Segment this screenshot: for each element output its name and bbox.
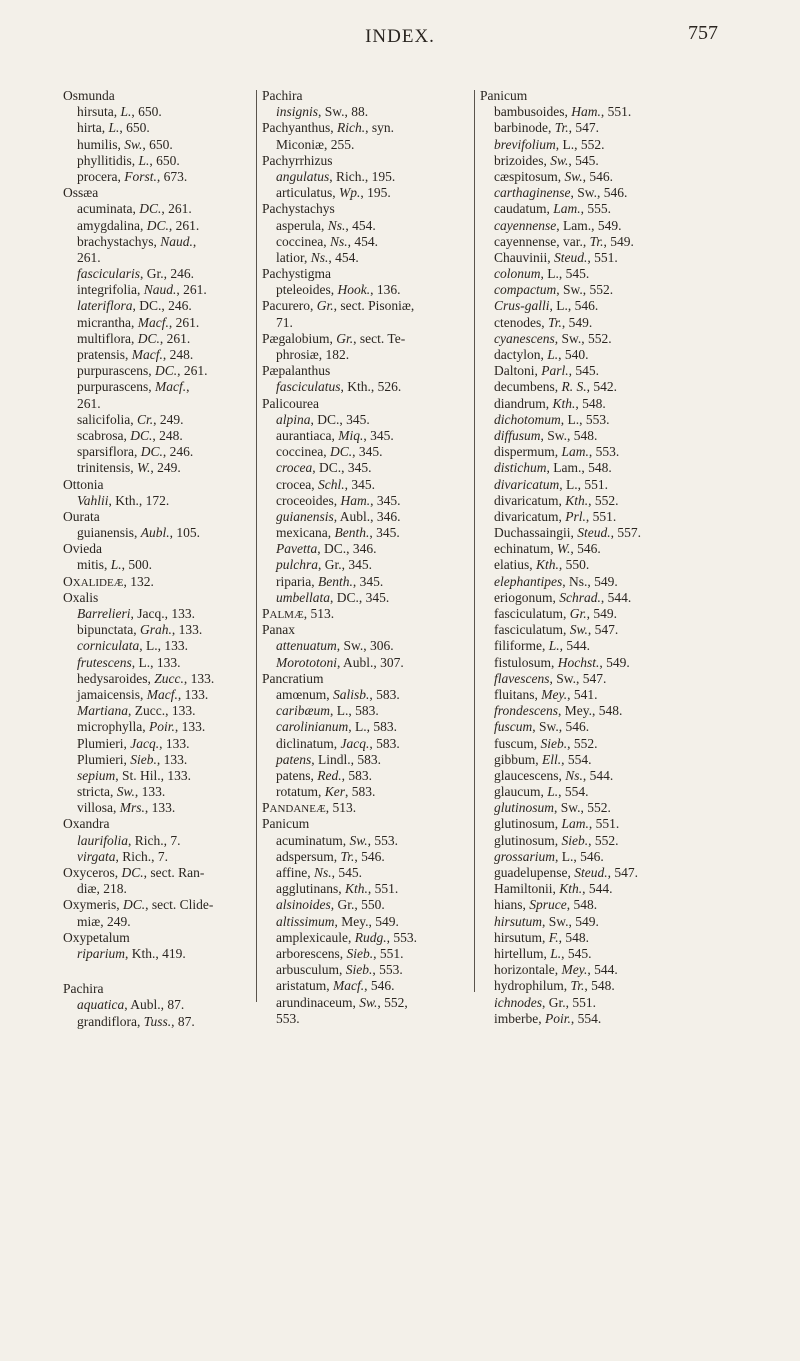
index-entry: crocea, DC., 345. [276,460,372,476]
index-heading: Oxandra [63,816,110,832]
index-entry: Crus-galli, L., 546. [494,298,599,314]
index-entry: multiflora, DC., 261. [77,330,191,346]
index-entry: mexicana, Benth., 345. [276,525,400,541]
index-heading: Ossæa [63,185,99,201]
index-entry: fasciculatum, Sw., 547. [494,622,619,638]
index-entry: fistulosum, Hochst., 549. [494,654,630,670]
index-entry: filiforme, L., 544. [494,638,590,654]
column-divider-right [474,90,475,992]
index-entry: elephantipes, Ns., 549. [494,573,618,589]
index-entry: brevifolium, L., 552. [494,136,605,152]
index-entry: imberbe, Poir., 554. [494,1010,602,1026]
index-entry: pulchra, Gr., 345. [276,557,372,573]
index-entry: Chauvinii, Steud., 551. [494,249,618,265]
index-heading: Pæpalanthus [262,363,331,379]
index-heading: Ourata [63,508,100,524]
index-entry: trinitensis, W., 249. [77,460,181,476]
index-entry: purpurascens, Macf., [77,379,190,395]
index-entry: umbellata, DC., 345. [276,589,390,605]
index-entry: fasciculatum, Gr., 549. [494,606,617,621]
index-entry: compactum, Sw., 552. [494,282,614,298]
index-entry: glaucum, L., 554. [494,784,589,800]
index-column-2 [262,88,468,1027]
index-entry: diffusum, Sw., 548. [494,427,598,443]
index-entry: amygdalina, DC., 261. [77,217,200,233]
index-entry: glaucescens, Ns., 544. [494,767,614,783]
index-heading: Oxalis [63,589,99,605]
index-entry: diandrum, Kth., 548. [494,395,606,411]
index-heading: Oxymeris, DC., sect. Clide- [63,897,214,913]
index-entry: Martiana, Zucc., 133. [77,703,196,719]
page-title: INDEX. [365,26,435,47]
index-heading: Ottonia [63,476,104,492]
index-entry: villosa, Mrs., 133. [77,800,176,816]
index-entry: scabrosa, DC., 248. [77,427,183,443]
index-column-1 [63,88,251,1030]
index-heading: Pachystigma [262,266,331,282]
index-heading: Ovieda [63,541,102,557]
index-entry: jamaicensis, Macf., 133. [77,686,209,702]
index-entry: grandiflora, Tuss., 87. [77,1013,195,1029]
index-entry: coccinea, Ns., 454. [276,233,378,249]
index-entry: caudatum, Lam., 555. [494,201,611,217]
index-entry: phyllitidis, L., 650. [77,152,180,168]
index-entry: fuscum, Sw., 546. [494,719,590,735]
index-entry: Duchassaingii, Steud., 557. [494,525,641,541]
index-entry: dichotomum, L., 553. [494,411,610,427]
index-entry: dispermum, Lam., 553. [494,444,620,460]
index-entry: salicifolia, Cr., 249. [77,411,184,427]
index-entry: aquatica, Aubl., 87. [77,997,185,1013]
index-entry: patens, Red., 583. [276,767,372,783]
index-entry: insignis, Sw., 88. [276,104,369,120]
index-heading: Palicourea [262,395,319,411]
index-entry: diclinatum, Jacq., 583. [276,735,400,751]
index-entry: affine, Ns., 545. [276,865,362,880]
index-entry: cyanescens, Sw., 552. [494,330,612,346]
index-entry: Barrelieri, Jacq., 133. [77,606,195,621]
index-heading: Panax [262,622,295,638]
index-entry: flavescens, Sw., 547. [494,670,607,686]
index-entry: agglutinans, Kth., 551. [276,881,399,897]
index-entry: micrantha, Macf., 261. [77,314,200,330]
index-heading: Panicum [480,88,528,103]
index-entry: carthaginense, Sw., 546. [494,185,628,201]
page-number: 757 [688,22,718,44]
index-entry: stricta, Sw., 133. [77,784,166,800]
index-entry: bipunctata, Grah., 133. [77,622,203,638]
index-entry: lateriflora, DC., 246. [77,298,192,314]
index-heading: Pægalobium, Gr., sect. Te- [262,330,406,346]
index-heading: Pachystachys [262,201,335,217]
index-entry: arbusculum, Sieb., 553. [276,962,403,978]
index-entry: hirsutum, F., 548. [494,929,590,945]
index-heading: PALMÆ, 513. [262,606,335,621]
index-entry: guianensis, Aubl., 105. [77,525,200,541]
index-heading: Pacurero, Gr., sect. Pisoniæ, [262,298,415,314]
index-entry: Pavetta, DC., 346. [276,541,377,557]
index-entry: arborescens, Sieb., 551. [276,945,404,961]
index-entry-continuation: miæ, 249. [77,913,131,929]
index-entry: fluitans, Mey., 541. [494,686,598,702]
index-entry: integrifolia, Naud., 261. [77,282,207,298]
index-entry: elatius, Kth., 550. [494,557,590,573]
index-entry: articulatus, Wp., 195. [276,185,391,201]
index-entry: caribæum, L., 583. [276,703,379,719]
index-entry: grossarium, L., 546. [494,848,604,864]
index-entry: amœnum, Salisb., 583. [276,686,400,702]
index-entry: glutinosum, Lam., 551. [494,816,620,832]
index-entry: cayennense, Lam., 549. [494,217,622,233]
index-entry: riparium, Kth., 419. [77,945,186,961]
index-entry: gibbum, Ell., 554. [494,751,592,767]
index-entry-continuation: diæ, 218. [77,881,127,897]
index-entry: decumbens, R. S., 542. [494,379,617,395]
index-heading: Pachyanthus, Rich., syn. [262,120,395,136]
index-heading: Osmunda [63,88,115,103]
index-entry: hians, Spruce, 548. [494,897,598,913]
index-entry-continuation: 261. [77,395,101,411]
index-heading: Pancratium [262,670,324,686]
index-entry: procera, Forst., 673. [77,168,188,184]
index-entry: patens, Lindl., 583. [276,751,381,767]
index-entry: hedysaroides, Zucc., 133. [77,670,215,686]
index-entry: laurifolia, Rich., 7. [77,832,181,848]
index-entry: echinatum, W., 546. [494,541,601,557]
index-entry: glutinosum, Sw., 552. [494,800,611,816]
index-entry: divaricatum, Prl., 551. [494,508,617,524]
index-heading: PANDANEÆ, 513. [262,800,357,816]
index-entry-continuation: 71. [276,314,293,330]
index-entry: purpurascens, DC., 261. [77,363,208,379]
index-entry: brachystachys, Naud., [77,233,197,249]
index-entry: Morototoni, Aubl., 307. [276,654,404,670]
index-entry: Plumieri, Jacq., 133. [77,735,190,751]
index-heading: Panicum [262,816,310,832]
index-entry: aurantiaca, Miq., 345. [276,427,394,443]
index-entry: cayennense, var., Tr., 549. [494,233,634,249]
index-column-3 [480,88,760,1027]
index-entry: horizontale, Mey., 544. [494,962,618,978]
index-entry: alpina, DC., 345. [276,411,370,427]
index-entry: divaricatum, Kth., 552. [494,492,619,508]
index-entry: acuminata, DC., 261. [77,201,192,217]
index-heading: Oxypetalum [63,929,130,945]
index-heading: Pachira [63,981,104,997]
index-entry: hydrophilum, Tr., 548. [494,978,615,994]
index-entry: acuminatum, Sw., 553. [276,832,398,848]
index-entry: Daltoni, Parl., 545. [494,363,600,379]
index-entry: hirtellum, L., 545. [494,945,592,961]
index-entry: latior, Ns., 454. [276,249,359,265]
index-heading: Pachyrrhizus [262,152,333,168]
index-entry: barbinode, Tr., 547. [494,120,600,136]
index-entry: Hamiltonii, Kth., 544. [494,881,613,897]
index-entry: guianensis, Aubl., 346. [276,508,401,524]
index-spacer [63,962,251,981]
index-entry: pratensis, Macf., 248. [77,347,194,362]
index-entry: rotatum, Ker, 583. [276,784,376,800]
index-entry: angulatus, Rich., 195. [276,168,396,184]
index-entry: attenuatum, Sw., 306. [276,638,394,654]
index-entry: hirsutum, Sw., 549. [494,913,599,929]
index-entry: fasciculatus, Kth., 526. [276,379,402,395]
index-entry: mitis, L., 500. [77,557,153,573]
index-entry: croceoides, Ham., 345. [276,492,401,508]
index-entry: amplexicaule, Rudg., 553. [276,929,417,945]
index-entry: altissimum, Mey., 549. [276,913,399,929]
index-entry: cæspitosum, Sw., 546. [494,168,614,184]
index-entry: fascicularis, Gr., 246. [77,266,194,282]
index-entry: sepium, St. Hil., 133. [77,767,192,783]
index-entry-continuation: 261. [77,249,101,265]
index-entry: carolinianum, L., 583. [276,719,397,735]
index-entry: bambusoides, Ham., 551. [494,104,632,120]
index-entry: riparia, Benth., 345. [276,573,384,589]
index-entry: divaricatum, L., 551. [494,476,608,492]
index-entry-continuation: phrosiæ, 182. [276,347,350,362]
index-entry: ichnodes, Gr., 551. [494,994,596,1010]
index-entry-continuation: 553. [276,1010,300,1026]
index-heading: OXALIDEÆ, 132. [63,573,154,589]
index-entry: distichum, Lam., 548. [494,460,612,476]
index-entry: aristatum, Macf., 546. [276,978,395,994]
index-entry: virgata, Rich., 7. [77,848,168,864]
index-entry: Plumieri, Sieb., 133. [77,751,188,767]
index-entry: glutinosum, Sieb., 552. [494,832,619,848]
index-entry: crocea, Schl., 345. [276,476,375,492]
index-entry: adspersum, Tr., 546. [276,848,385,864]
index-heading: Oxyceros, DC., sect. Ran- [63,865,205,880]
index-entry: coccinea, DC., 345. [276,444,383,460]
index-entry: pteleoides, Hook., 136. [276,282,401,298]
index-entry: frutescens, L., 133. [77,654,181,670]
index-entry: hirta, L., 650. [77,120,150,136]
index-entry: Vahlii, Kth., 172. [77,492,170,508]
index-entry: sparsiflora, DC., 246. [77,444,194,460]
index-entry: brizoides, Sw., 545. [494,152,599,168]
index-entry: eriogonum, Schrad., 544. [494,589,632,605]
index-entry: microphylla, Poir., 133. [77,719,206,735]
index-entry: colonum, L., 545. [494,266,590,282]
index-entry: alsinoides, Gr., 550. [276,897,385,913]
index-entry: fuscum, Sieb., 552. [494,735,598,751]
index-heading: Pachira [262,88,303,103]
index-entry: corniculata, L., 133. [77,638,188,654]
index-entry-continuation: Miconiæ, 255. [276,136,355,152]
index-entry: humilis, Sw., 650. [77,136,173,152]
index-entry: frondescens, Mey., 548. [494,703,623,719]
index-entry: arundinaceum, Sw., 552, [276,994,408,1010]
index-entry: asperula, Ns., 454. [276,217,376,233]
index-entry: hirsuta, L., 650. [77,104,162,120]
index-entry: dactylon, L., 540. [494,347,589,362]
index-entry: guadelupense, Steud., 547. [494,865,638,880]
column-divider-left [256,90,257,1002]
page-header [0,0,800,70]
index-entry: ctenodes, Tr., 549. [494,314,593,330]
